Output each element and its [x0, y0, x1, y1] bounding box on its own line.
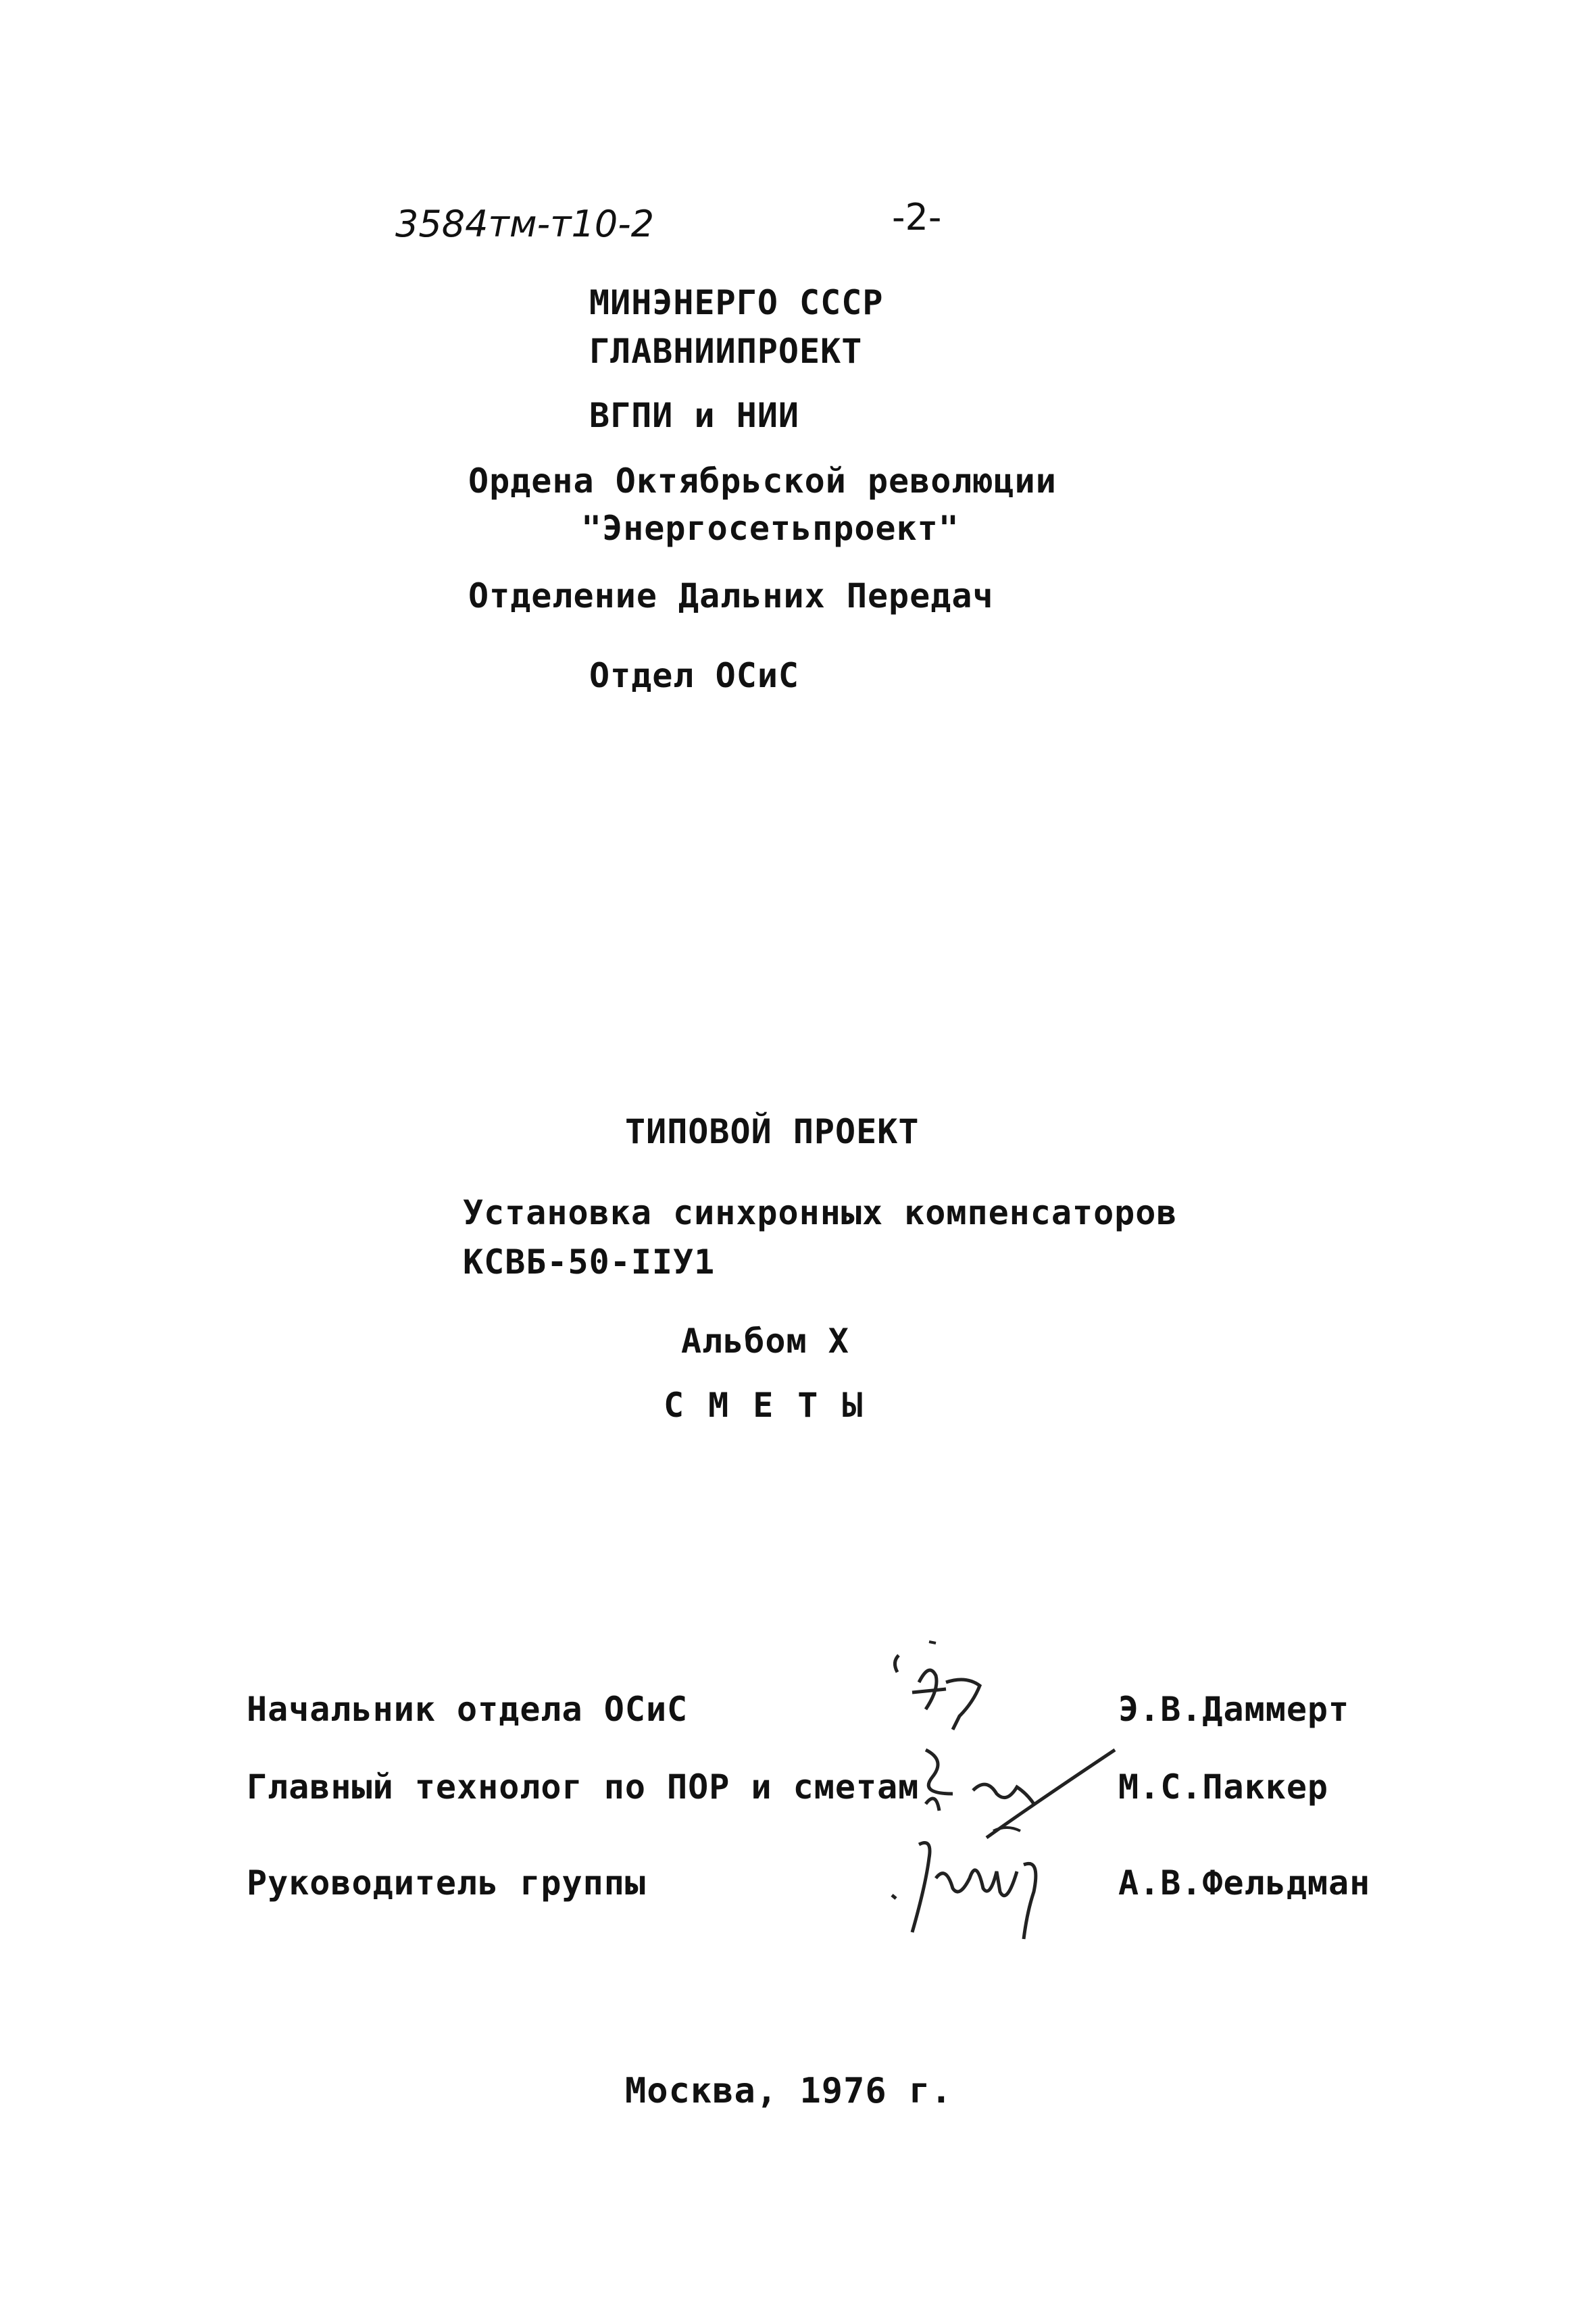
place-year: Москва, 1976 г. — [625, 2071, 953, 2111]
project-title-line2: КСВБ-50-IIУ1 — [463, 1242, 716, 1282]
section-name: Отдел ОСиС — [589, 656, 800, 695]
signatory-name-1: Э.В.Даммерт — [1118, 1690, 1350, 1729]
project-type: ТИПОВОЙ ПРОЕКТ — [625, 1112, 920, 1151]
department-name: ГЛАВНИИПРОЕКТ — [589, 332, 863, 371]
signatory-role-2: Главный технолог по ПОР и сметам — [247, 1767, 920, 1807]
order-line: Ордена Октябрьской революции — [468, 461, 1057, 501]
signatory-role-1: Начальник отдела ОСиС — [247, 1690, 689, 1729]
institute-name: ВГПИ и НИИ — [589, 396, 800, 435]
institute-full-name: "Энергосетьпроект" — [581, 509, 959, 548]
signatory-name-2: М.С.Паккер — [1118, 1767, 1329, 1807]
ministry-name: МИНЭНЕРГО СССР — [589, 283, 884, 322]
document-code: 3584тм-т10-2 — [395, 203, 655, 245]
signature-3 — [872, 1831, 1074, 1946]
signatory-role-3: Руководитель группы — [247, 1863, 646, 1903]
division-name: Отделение Дальних Передач — [468, 576, 994, 615]
subject-title: СМЕТЫ — [664, 1386, 887, 1425]
signature-1 — [845, 1635, 1020, 1743]
project-title-line1: Установка синхронных компенсаторов — [463, 1193, 1178, 1232]
page-number: -2- — [892, 196, 942, 238]
signatory-name-3: А.В.Фельдман — [1118, 1863, 1371, 1903]
album-label: Альбом X — [681, 1322, 849, 1361]
